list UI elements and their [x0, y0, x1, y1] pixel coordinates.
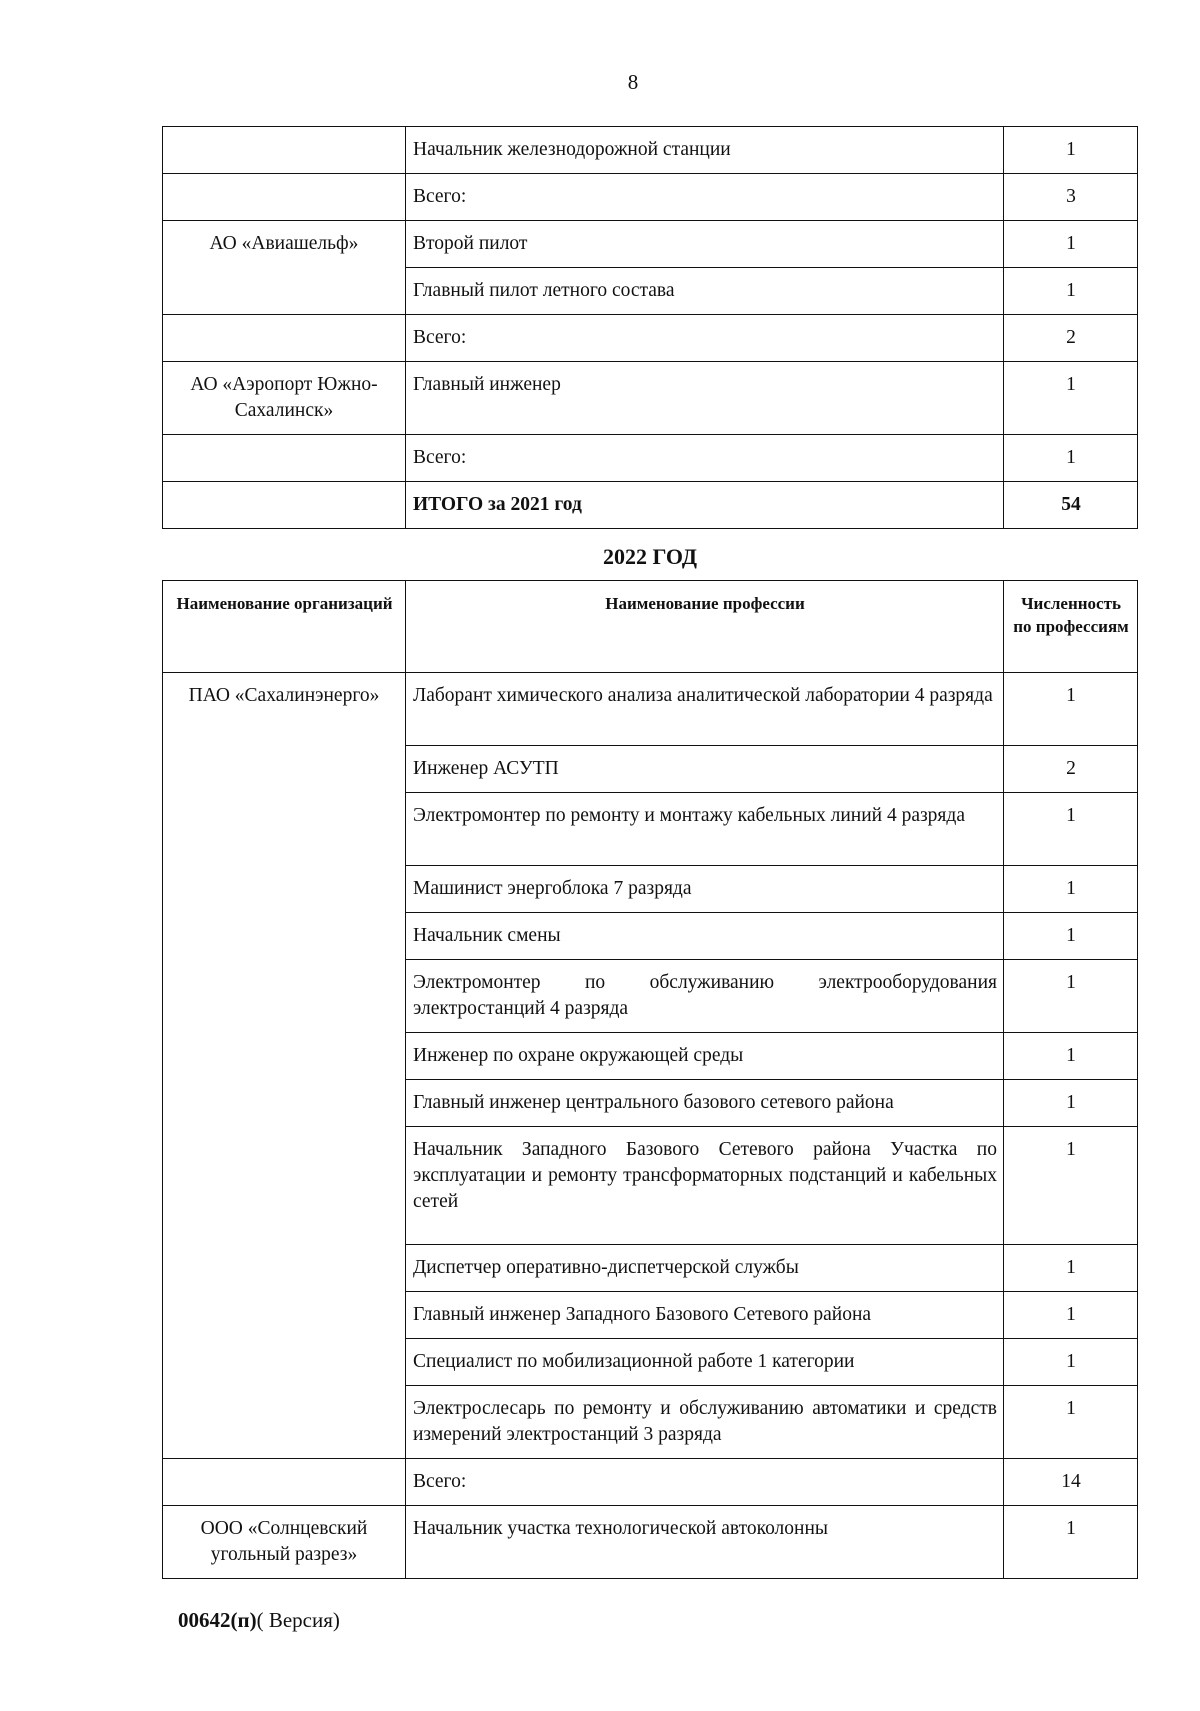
subtotal-count: 1 [1004, 435, 1138, 482]
count-cell: 1 [1004, 1292, 1138, 1339]
profession-cell: Электрослесарь по ремонту и обслуживанию автоматики и средств измерений электростанций 3 разряда [406, 1386, 1004, 1459]
profession-cell: Начальник участка технологической автоколонны [406, 1506, 1004, 1579]
staffing-table-2022 [162, 580, 1138, 1579]
count-cell: 1 [1004, 1033, 1138, 1080]
profession-cell: Электромонтер по ремонту и монтажу кабельных линий 4 разряда [406, 793, 1004, 866]
profession-cell: Главный инженер [406, 362, 1004, 435]
count-cell: 1 [1004, 913, 1138, 960]
table-row [163, 673, 1138, 746]
header-org: Наименование организаций [163, 581, 406, 673]
document-code: 00642(п) [178, 1608, 257, 1632]
document-footer [178, 1608, 340, 1633]
table-row [163, 362, 1138, 435]
count-cell: 2 [1004, 746, 1138, 793]
profession-cell: Электромонтер по обслуживанию электрооборудования электростанций 4 разряда [406, 960, 1004, 1033]
section-title: 2022 ГОД [602, 544, 698, 569]
count-cell: 1 [1004, 268, 1138, 315]
table-row [163, 1506, 1138, 1579]
profession-cell: Лаборант химического анализа аналитической лаборатории 4 разряда [406, 673, 1004, 746]
header-count: Численность по профессиям [1004, 581, 1138, 673]
count-cell: 1 [1004, 1127, 1138, 1245]
count-cell: 1 [1004, 1245, 1138, 1292]
profession-cell: Инженер АСУТП [406, 746, 1004, 793]
grand-total-count: 54 [1004, 482, 1138, 529]
count-cell: 1 [1004, 362, 1138, 435]
count-cell: 1 [1004, 127, 1138, 174]
org-cell [163, 1459, 406, 1506]
org-cell [163, 315, 406, 362]
count-cell: 1 [1004, 673, 1138, 746]
org-cell [163, 435, 406, 482]
subtotal-count: 14 [1004, 1459, 1138, 1506]
count-cell: 1 [1004, 1080, 1138, 1127]
table-row [163, 1459, 1138, 1506]
grand-total-label: ИТОГО за 2021 год [406, 482, 1004, 529]
org-cell: ПАО «Сахалинэнерго» [163, 673, 406, 1459]
subtotal-label: Всего: [406, 435, 1004, 482]
table-row [163, 174, 1138, 221]
subtotal-label: Всего: [406, 1459, 1004, 1506]
org-cell [163, 482, 406, 529]
count-cell: 1 [1004, 1506, 1138, 1579]
org-cell [163, 127, 406, 174]
profession-cell: Начальник железнодорожной станции [406, 127, 1004, 174]
org-cell: АО «Авиашельф» [163, 221, 406, 315]
count-cell: 1 [1004, 960, 1138, 1033]
profession-cell: Начальник смены [406, 913, 1004, 960]
org-cell: АО «Аэропорт Южно-Сахалинск» [163, 362, 406, 435]
profession-cell: Главный инженер центрального базового сетевого района [406, 1080, 1004, 1127]
profession-cell: Диспетчер оперативно-диспетчерской службы [406, 1245, 1004, 1292]
subtotal-count: 2 [1004, 315, 1138, 362]
count-cell: 1 [1004, 1339, 1138, 1386]
subtotal-label: Всего: [406, 174, 1004, 221]
subtotal-count: 3 [1004, 174, 1138, 221]
profession-cell: Главный инженер Западного Базового Сетевого района [406, 1292, 1004, 1339]
count-cell: 1 [1004, 866, 1138, 913]
header-profession: Наименование профессии [406, 581, 1004, 673]
profession-cell: Второй пилот [406, 221, 1004, 268]
count-cell: 1 [1004, 221, 1138, 268]
table-row [163, 435, 1138, 482]
org-cell [163, 174, 406, 221]
table-row [163, 315, 1138, 362]
table-row [163, 221, 1138, 268]
count-cell: 1 [1004, 1386, 1138, 1459]
staffing-table-2021 [162, 126, 1138, 529]
subtotal-label: Всего: [406, 315, 1004, 362]
profession-cell: Начальник Западного Базового Сетевого района Участка по эксплуатации и ремонту трансформаторных подстанций и кабельных сетей [406, 1127, 1004, 1245]
profession-cell: Специалист по мобилизационной работе 1 категории [406, 1339, 1004, 1386]
table-row [163, 482, 1138, 529]
table-header-row [163, 581, 1138, 673]
count-cell: 1 [1004, 793, 1138, 866]
page-number: 8 [627, 70, 639, 94]
org-cell: ООО «Солнцевский угольный разрез» [163, 1506, 406, 1579]
profession-cell: Машинист энергоблока 7 разряда [406, 866, 1004, 913]
document-version: ( Версия) [256, 1608, 340, 1632]
profession-cell: Главный пилот летного состава [406, 268, 1004, 315]
table-row [163, 127, 1138, 174]
profession-cell: Инженер по охране окружающей среды [406, 1033, 1004, 1080]
